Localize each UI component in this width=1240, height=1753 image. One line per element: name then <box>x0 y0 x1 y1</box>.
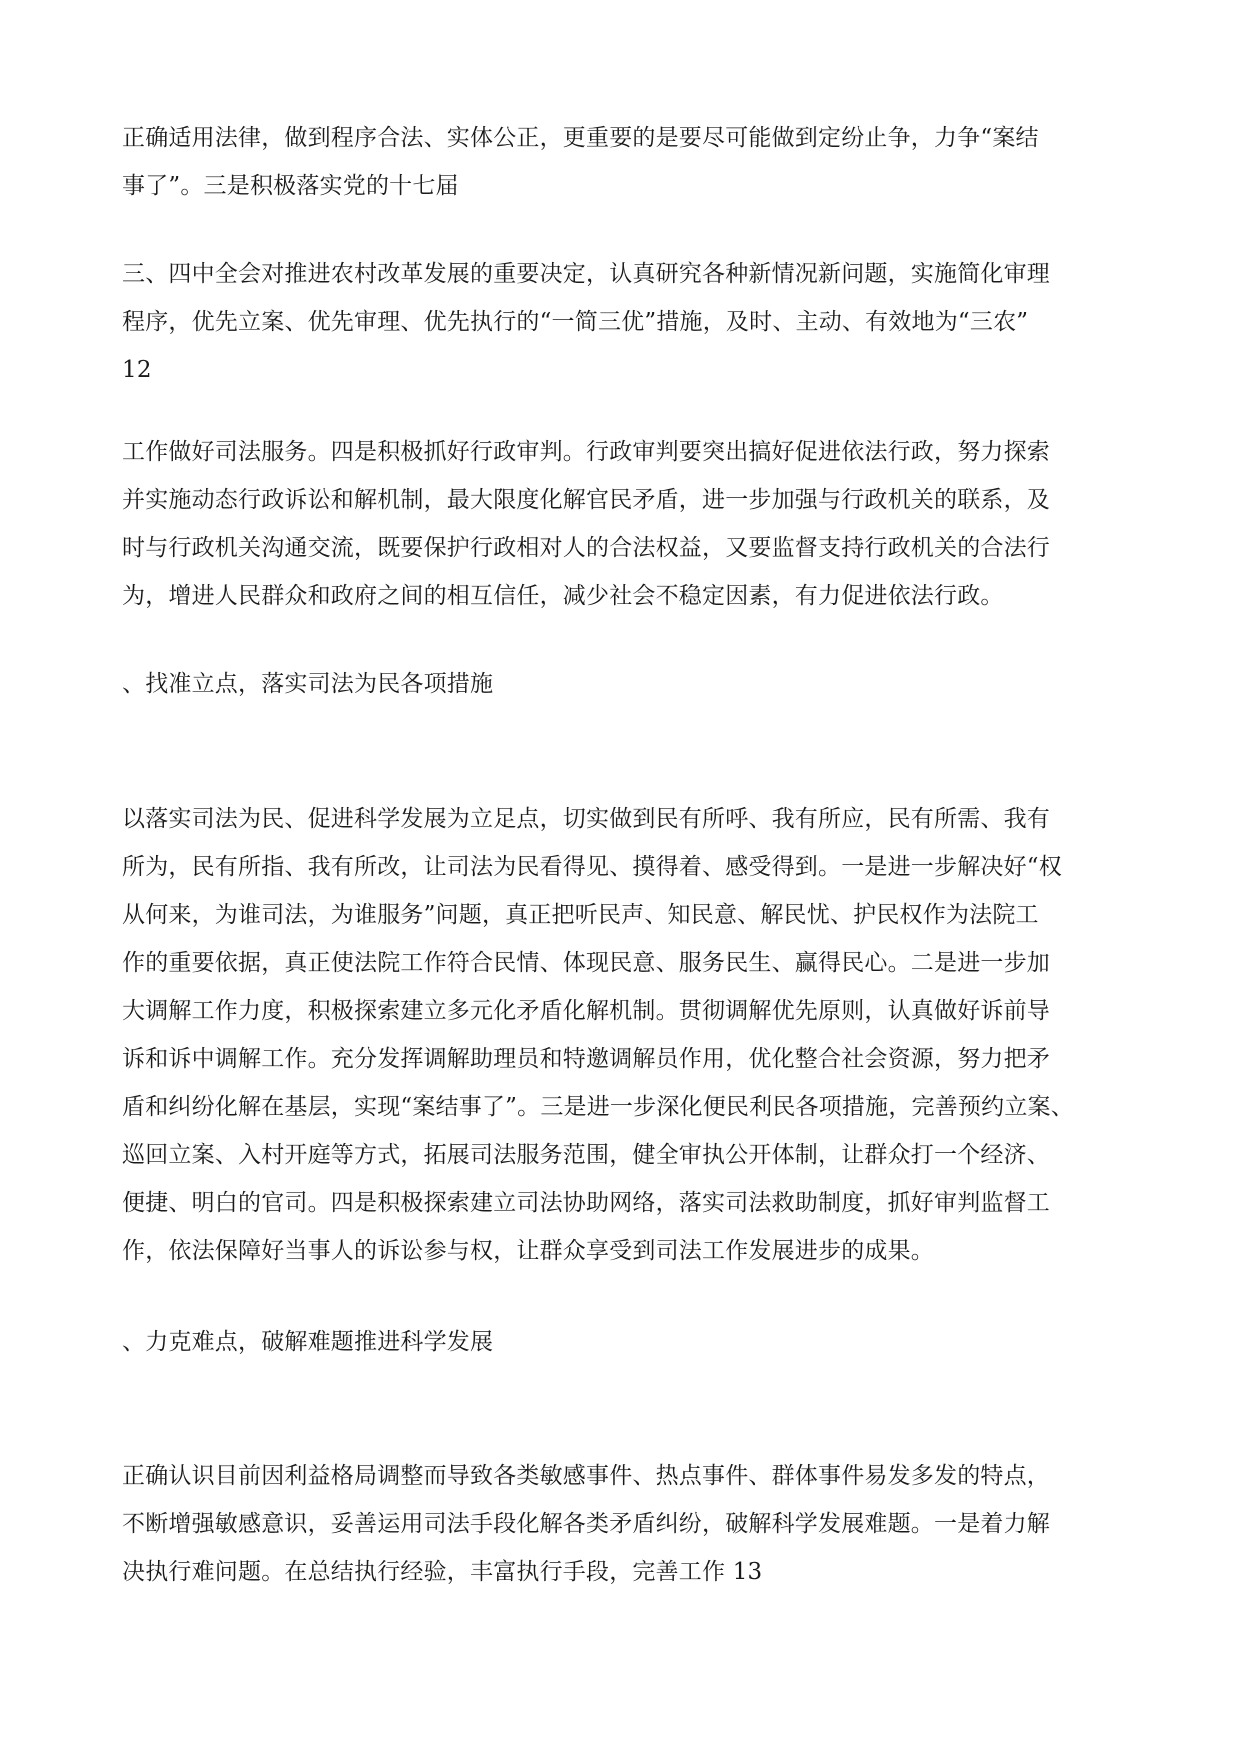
text-line: 盾和纠纷化解在基层，实现“案结事了”。三是进一步深化便民利民各项措施，完善预约立案、 <box>122 1094 1074 1120</box>
page-number: 12 <box>122 357 152 383</box>
text-line: 大调解工作力度，积极探索建立多元化矛盾化解机制。贯彻调解优先原则，认真做好诉前导 <box>122 998 1050 1024</box>
paragraph-4 <box>122 795 1122 1275</box>
heading-text: 、找准立点，落实司法为民各项措施 <box>122 671 494 697</box>
text-line: 正确认识目前因利益格局调整而导致各类敏感事件、热点事件、群体事件易发多发的特点， <box>122 1463 1050 1489</box>
text-line: 作的重要依据，真正使法院工作符合民情、体现民意、服务民生、赢得民心。二是进一步加 <box>122 950 1050 976</box>
text-line: 为，增进人民群众和政府之间的相互信任，减少社会不稳定因素，有力促进依法行政。 <box>122 583 1004 609</box>
section-heading <box>122 1318 1122 1366</box>
text-line: 巡回立案、入村开庭等方式，拓展司法服务范围，健全审执公开体制，让群众打一个经济、 <box>122 1142 1050 1168</box>
text-line: 事了”。三是积极落实党的十七届 <box>122 173 459 199</box>
text-line: 三、四中全会对推进农村改革发展的重要决定，认真研究各种新情况新问题，实施简化审理 <box>122 261 1050 287</box>
text-line: 所为，民有所指、我有所改，让司法为民看得见、摸得着、感受得到。一是进一步解决好“权 <box>122 854 1062 880</box>
text-line: 从何来，为谁司法，为谁服务”问题，真正把听民声、知民意、解民忧、护民权作为法院工 <box>122 902 1039 928</box>
text-line: 正确适用法律，做到程序合法、实体公正，更重要的是要尽可能做到定纷止争，力争“案结 <box>122 125 1039 151</box>
text-line: 不断增强敏感意识，妥善运用司法手段化解各类矛盾纠纷，破解科学发展难题。一是着力解 <box>122 1511 1050 1537</box>
text-line: 便捷、明白的官司。四是积极探索建立司法协助网络，落实司法救助制度，抓好审判监督工 <box>122 1190 1050 1216</box>
paragraph-3 <box>122 428 1122 620</box>
paragraph-1 <box>122 114 1122 210</box>
section-heading <box>122 660 1122 708</box>
text-line: 诉和诉中调解工作。充分发挥调解助理员和特邀调解员作用，优化整合社会资源，努力把矛 <box>122 1046 1050 1072</box>
heading-text: 、力克难点，破解难题推进科学发展 <box>122 1329 494 1355</box>
text-line: 作，依法保障好当事人的诉讼参与权，让群众享受到司法工作发展进步的成果。 <box>122 1238 934 1264</box>
text-line: 以落实司法为民、促进科学发展为立足点，切实做到民有所呼、我有所应，民有所需、我有 <box>122 806 1050 832</box>
text-line: 工作做好司法服务。四是积极抓好行政审判。行政审判要突出搞好促进依法行政，努力探索 <box>122 439 1050 465</box>
text-line: 程序，优先立案、优先审理、优先执行的“一简三优”措施，及时、主动、有效地为“三农” <box>122 309 1029 335</box>
paragraph-2 <box>122 250 1122 394</box>
text-line: 决执行难问题。在总结执行经验，丰富执行手段，完善工作 13 <box>122 1559 763 1585</box>
text-line: 并实施动态行政诉讼和解机制，最大限度化解官民矛盾，进一步加强与行政机关的联系，及 <box>122 487 1050 513</box>
paragraph-5 <box>122 1452 1122 1596</box>
text-line: 时与行政机关沟通交流，既要保护行政相对人的合法权益，又要监督支持行政机关的合法行 <box>122 535 1050 561</box>
